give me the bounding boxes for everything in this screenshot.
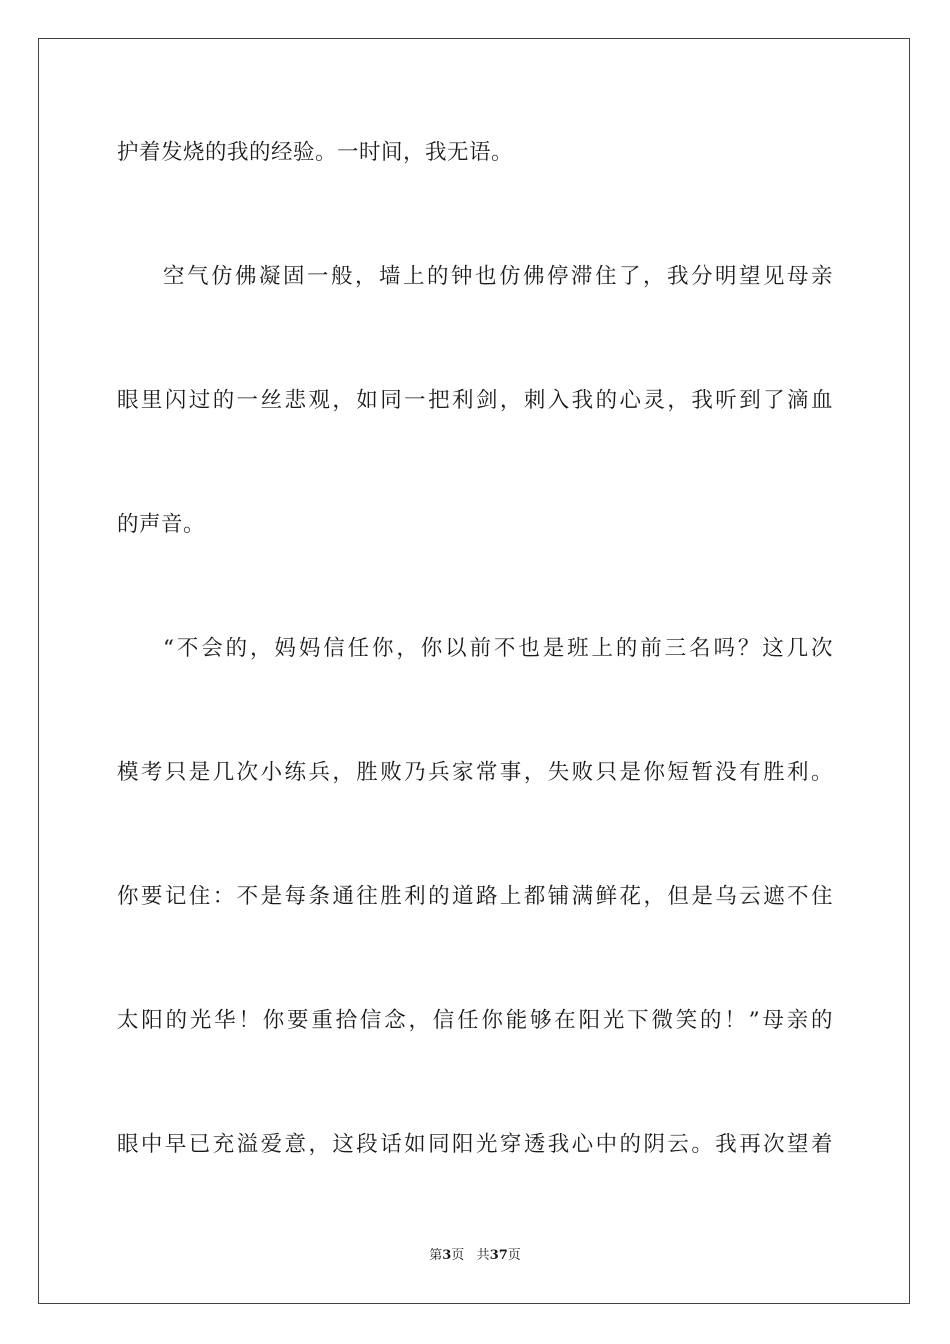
footer-page-suffix: 页 bbox=[451, 1248, 465, 1263]
footer-total-prefix: 共 bbox=[476, 1248, 490, 1263]
text-line-7: 你要记住：不是每条通往胜利的道路上都铺满鲜花，但是乌云遮不住 bbox=[117, 884, 833, 909]
text-line-2: 空气仿佛凝固一般，墙上的钟也仿佛停滞住了，我分明望见母亲 bbox=[163, 264, 833, 289]
text-line-4: 的声音。 bbox=[117, 512, 206, 537]
footer-page-prefix: 第 bbox=[429, 1248, 443, 1263]
page-footer bbox=[0, 1247, 950, 1265]
text-line-6: 模考只是几次小练兵，胜败乃兵家常事，失败只是你短暂没有胜利。 bbox=[117, 760, 833, 785]
text-line-9: 眼中早已充溢爱意，这段话如同阳光穿透我心中的阴云。我再次望着 bbox=[117, 1132, 833, 1157]
page-border bbox=[38, 38, 910, 1304]
text-line-3: 眼里闪过的一丝悲观，如同一把利剑，刺入我的心灵，我听到了滴血 bbox=[117, 388, 833, 413]
footer-total-suffix: 页 bbox=[507, 1248, 521, 1263]
text-line-8: 太阳的光华！你要重拾信念，信任你能够在阳光下微笑的！”母亲的 bbox=[117, 1008, 833, 1033]
text-line-1: 护着发烧的我的经验。一时间，我无语。 bbox=[117, 140, 514, 165]
footer-page-number: 3 bbox=[442, 1248, 452, 1263]
text-line-5: “不会的，妈妈信任你，你以前不也是班上的前三名吗？这几次 bbox=[163, 636, 833, 661]
footer-total-pages: 37 bbox=[489, 1248, 508, 1263]
